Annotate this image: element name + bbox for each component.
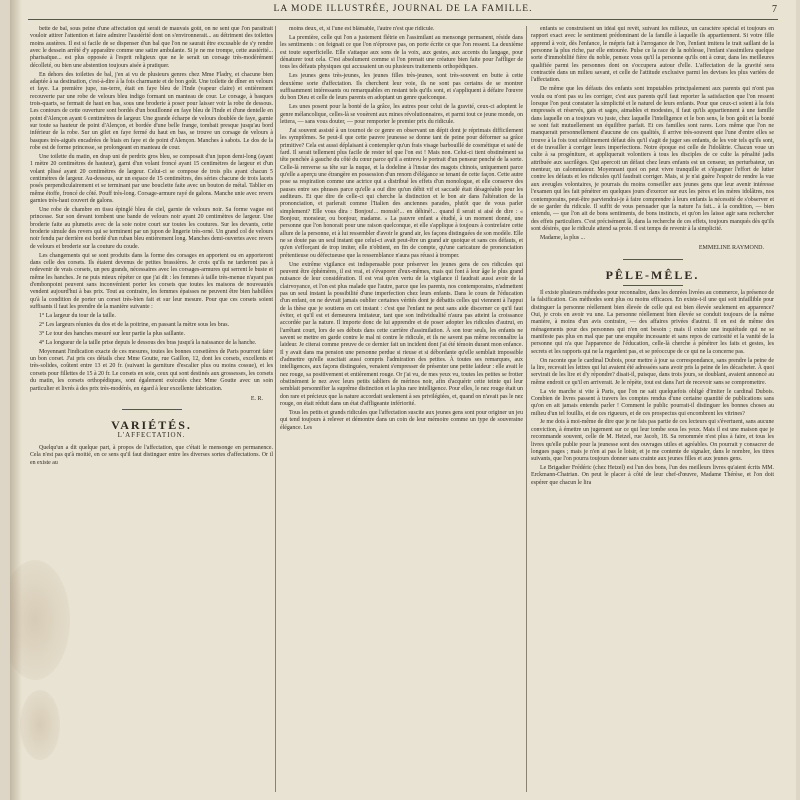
paragraph: La vie marche si vite à Paris, que l'on ne sait quelquefois obligé d'imiter le cardinal Dubois. Combien de livres passent à travers les comptes rendus d'une certaine quantité de publications sans qu'on en ait jamais entendu parler ! Comment le public pourrait-il distinguer les bonnes choses au milieu d'un tel fouillis, et de ces rigueurs, et de ces prospectus qui encombrent les vitrines? [531, 388, 774, 417]
list-item: 4° La longueur de la taille prise depuis le dessous des bras jusqu'à la naissance de la hanche. [39, 339, 257, 346]
fashion-article [30, 26, 273, 393]
paragraph: Quelqu'un a dit quelque part, à propos de l'affectation, que c'était le mensonge en permanence. Cela n'est pas qu'à moitié, en ce sens qu'il faut distinguer entre les diverses sortes d'affectations. Or il en existe au [30, 444, 273, 466]
section-rule [623, 259, 683, 260]
paragraph: Une robe de chambre en tissu épinglé bleu de ciel, garnie de velours noir. Sa forme vague est princesse. Sur son devant tombent une bande de velours noir ayant 20 centimètres de largeur. Une broderie faite au plumetis avec de la soie noire court sur toutes les coutures. Sur les devants, cette broderie simule des revers qui se terminent par un jupon de lingerie très-orné. Un grand col de velours noir fendu par derrière est bordé d'un ruban bleu entièrement long. Manches demi-ouvertes avec revers de velours et broderie sur la couture du coude. [30, 207, 273, 250]
list-item: 3° Le tour des hanches mesuré sur leur partie la plus saillante. [39, 330, 185, 337]
section-subtitle: L'AFFECTATION. [117, 430, 186, 439]
newspaper-page [10, 0, 796, 800]
running-title: LA MODE ILLUSTRÉE, JOURNAL DE LA FAMILLE. [273, 4, 533, 14]
paragraph: On raconte que le cardinal Dubois, pour mettre à jour sa correspondance, sans prendre la peine de la lire, recevait les lettres qui lui avaient été adressées sans avoir pris la peine de les décacheter. À quoi servirait de les lire et d'y répondre? disait-il, puisque, dans trois jours, se doublant, avaient annoncé au même endroit ce qu'il en arriverait. Je le répète, tout est dans l'art de recevoir sans se compromettre. [531, 357, 774, 386]
column-3 [531, 26, 774, 794]
article-signature: E. R. [250, 395, 263, 402]
column-divider [275, 26, 276, 792]
list-item: 1° La largeur du tour de la taille. [39, 313, 116, 320]
paragraph: En dehors des toilettes de bal, j'en ai vu de plusieurs genres chez Mme Fladry, et chacune bien adaptée à sa destination, c'est-à-dire à la fois charmante et de bon goût. Une toilette de dîner en velours et faye. La première jupe, ras-terre, était en faye bleu de l'Inde (vapeur claire) et entièrement recouverte par une robe de velours bleu indigo formant un manteau de cour. Le corsage, à basques trois-quarts, se fermait de haut en bas, sous une broderie à poser pour laisser voir la robe de dessous. Les contours de cette ouverture sont bordés d'un bouillonné en faye bleu de l'Inde et d'une dentelle en point d'Alençon ayant 6 centimètres de largeur. Une grande écharpe de velours doublée de faye, garnie sur toute sa hauteur de point d'Alençon, et bordée d'une belle frange, tombait presque jusqu'au bord inférieur de la robe. Sur un gilet en faye fermé du haut en bas, se trouve un corsage de velours à basques très-aiguës encadrées de biais en faye et de point d'Alençon. Manches à sabots. Le dos de la robe est de forme princesse, se prolongeant en manteau de cour. [30, 71, 273, 152]
paragraph: moins deux, et, si l'une est blâmable, l'autre n'est que ridicule. [289, 26, 435, 32]
paragraph: Une extrême vigilance est indispensable pour préserver les jeunes gens de ces ridicules qui peuvent être éphémères, il est vrai, et s'évaporer d'eux-mêmes, mais qui font à leur âge le plus grand nuisance de leur considération. Il est vrai qu'en vertu de la vigilance il faudrait aussi avoir de la clairvoyance, et l'on est plus malade que l'autre, parce que les parents, nos contemporains, n'admettent pas un seul instant la possibilité d'une imperfection chez leurs enfants. Dans le cours de l'éducation d'un enfant, on ne devrait jamais oublier certaines vérités dont je débattis celles qui viennent à l'appui de la thèse que je soutiens en cet instant : c'est que l'enfant ne peut sans aide discerner ce qu'il faut éviter, et qu'il est et demeurera imitateur, tant que son individualité n'aura pas atteint la croissance accordée par la nature. Il importe donc de lui apprendre et de poser adopter les ridicules d'autrui, en l'arrêtant court, lors de ses débuts dans cette carrière d'assimilation. À son tour seuls, les enfants ne savent se mettre en garde contre le mal ni contre le ridicule, et ils ne savent pas même reconnaître la laideur. Je citerai comme preuve de ce dernier fait un incident dont j'ai été témoin durant mon enfance. Il y avait dans ma pension une personne perdue si rieuse et si débordante qu'elle semblait impossible d'admettre qu'elle suscitait aussi compris l'admiration des petites. À toutes ses remarques, aux intelligences, aux façons distinguées, venaient s'empresser de présenter une petite laideur : elle avait le nez rouge, sa positivement et entièrement rouge. Or j'ai vu, de mes yeux vu, toutes les petites se frotter obstinément le nez avec leurs petits tabliers de mérinos noir, afin d'acquérir cette teinte qui leur semblait personnifier la suprême distinction et la plus rare intelligence. Pour elles, le nez rouge était un don rare et précieux que la nature accordait seulement à ses privilégiées, et, quand on n'avait pas le nez rouge, on était réduit dans un état d'affligeante infériorité. [280, 261, 523, 408]
paragraph: Les jeunes gens très-jeunes, les jeunes filles très-jeunes, sont très-souvent en butte à cette deuxième sorte d'affectation. Ils cherchent leur voie, ils ne sont pas certains de se montrer suffisamment intéressants ou remarquables en restant tels qu'ils sont, et s'appliquent à défaire l'œuvre du bon Dieu et celle de leurs parents en adoptant un genre quelconque. [280, 73, 523, 102]
column-1 [30, 26, 273, 794]
header-rule [28, 19, 778, 20]
paragraph: bette de bal, sous peine d'une affectation qui serait de mauvais goût, on ne sent que l'on paraîtrait vouloir attirer l'attention et faire admirer l'austérité dont on s'environnerait... au détriment des toilettes moins austères. Il est si facile de se dispenser d'un bal que l'on ne saurait être excusable de s'y rendre avec le dessein arrêté d'y apparaître comme une satire ambulante. Si je ne me trompe, cette austérité... pharisaïque... est plus opposée à l'esprit religieux que ne le serait un corsage très-modérément décolleté, ou bien une abstention toujours aisée à pratiquer. [30, 26, 273, 69]
section-rule [623, 285, 683, 286]
column-2 [280, 26, 523, 794]
paragraph: Moyennant l'indication exacte de ces mesures, toutes les bonnes corsetières de Paris pourront faire un bon corset. J'ai pris ces détails chez Mme Goutte, rue Gaillon, 12, dont les corsets, excellents et très-solides, coûtent entre 13 et 20 fr. (suivant la garniture d'escalier plus ou moins cossue), et les corsets pour fillettes de 15 à 20 fr. Le corsets en soie, ceux qui sont destinés aux grossesses, les corsets du matin, les corsets orthopédiques, sont également exécutés chez Mme Goutte avec un soin particulier et livrés à des prix très-modérés, en égard à leur excellente fabrication. [30, 348, 273, 392]
page-number: 7 [772, 4, 778, 15]
section-rule [122, 409, 182, 410]
section-title: VARIÉTÉS. [111, 418, 192, 433]
section-title: PÊLE-MÊLE. [605, 267, 700, 282]
paragraph: De même que les défauts des enfants sont imputables principalement aux parents qui n'ont pas voulu ou n'ont pas su les corriger, c'est aux parents qu'il faut reporter la satisfaction que l'on ressent lorsque l'on peut constater la simplicité et le naturel de leurs enfants. Pour que ceux-ci soient à la fois empressés et réservés, gais et sages, aimables et modestes, il faut qu'ils appartiennent à une famille dans laquelle on a toujours vu juste, chez laquelle l'intelligence et le bon sens, le bon goût et la bonté se sont fait mutuellement un équilibre parfait. Et ces familles sont rares. Lors même que l'on ne manquerait personnellement d'aucune de ces qualités, il arrive très-souvent que l'une d'entre elles se trouve à la fois tout sublimement défaut dès qu'il s'agit de juger ses enfants, de les voir tels qu'ils sont, et de travailler à corriger leurs imperfections. Notre époque est celle de l'idolâtrie. Chacun voue un culte à sa progéniture, et appliquerait volontiers à tous les disciples de ce culte la pénalité jadis attribuée aux sacrilèges. Qui apercoit un défaut chez leurs enfants est un censeur, un perturbateur, un menteur, un calomniateur. Moyennant quoi on peut vivre tranquille et s'épargner l'effort de lutter contre les défauts et les ridicules qu'il faudrait corriger. Mais, si je n'ai guère l'espoir de rendre la vue aux aveugles volontaires, je pourrais du moins conseiller aux jeunes gens que leur avenir intéresse l'examen qui les fait pénétrer en quelques jours d'exercer sur eux les pères et les mères idolâtres, nos contemporains, peut-être parviendrai-je à faire comprendre à leurs enfants la nécessité de s'observer et de se garder du ridicule. Il suffit de vous persuader que la nature l'a fait... à la condition, — bien entendu, — que l'on ait de bons sentiments, de bons instincts, et qu'on les laisse agir sans rechercher des effets particuliers. C'est précisément là, dans la recherche de ces effets, toujours manqués dès qu'ils sont désirés, que le ridicule attend sa proie. Il est temps de revenir à la simplicité. [531, 86, 774, 232]
paragraph: Les changements qui se sont produits dans la forme des corsages en apportent ou en apporteront dans celle des corsets. Ils étaient devenus de petites brassières. Je crois qu'ils ne tarderont pas à redevenir de vrais corsets, un peu grands, nécessaires avec les corsages-armures qui serrent le buste et même les hanches. Je ne puis mieux répéter ce que j'ai dit : les femmes à taille très-menue n'ayant pas d'embonpoint peuvent sans inconvénient porter les corsets que toutes les maisons de nouveautés vendent aujourd'hui à bas prix. Tout au contraire, les femmes épaisses ne peuvent être bien habillées qu'à la condition de porter un corset très-bien fait et sur leur mesure. Pour que ces corsets soient suffisants il faut les prendre de la manière suivante : [30, 252, 273, 311]
list-item: 2° Les largeurs réunies du dos et de la poitrine, en passant la mètre sous les bras. [39, 321, 230, 328]
paragraph: Une toilette du matin, en drap uni de perdrix gros bleu, se composait d'un jupon demi-long (ayant 1 mètre 20 centimètres de hauteur), garni d'un volant froncé ayant 15 centimètres de largeur et d'un volant plissé ayant 20 centimètres de largeur. Celui-ci se compose de trois plis ayant chacun 5 centimètres de largeur. Au-dessous, sur un espace de 15 centimètres, des séries chacune de trois lacets posés perpendiculairement et se terminant par une bouclette faite avec un bouton de métal. Tablier en même étoffe, froncé de côté. Pouff très-long. Corsage-armure rayé de galons. Manche unie avec revers garnies très-haut couvert de galons. [30, 154, 273, 205]
paragraph: Les unes posent pour la bonté de la grâce, les autres pour celui de la gravité, ceux-ci adoptent le genre mélancolique, celles-là se vouèrent aux mines révolutionnaires, et parmi tout ce jeune monde, on lettera, — sans vous douter, — pour remporter le premier prix du ridicule. [280, 104, 523, 125]
article-signature: EMMELINE RAYMOND. [698, 245, 764, 252]
paragraph: Il existe plusieurs méthodes pour reconnaître, dans les denrées livrées au commerce, la présence de la falsification. Ces méthodes sont plus ou moins efficaces. En existe-t-il une qui soit infaillible pour distinguer la personne réellement bien élevée de celle qui est bien élevée seulement en apparence? Oui, je crois en avoir vu une. La personne réellement bien élevée se conduit toujours de la même manière, à moins d'un avis contraire, — des affaires privées d'autrui. Il en est de même des ménagements pour des personnes qui n'en ont besoin ; mais il existe une inquiétude qui ne se manifeste pas plus en mal que par une enquête incessante et sans repos de curiosité et la vanité de la personne qui n'a que l'apparence de l'éducation, celle-là cherche à pénétrer les faits et gestes, les secrets et les rapports qui ne la regardent pas, et se préoccupe de ce qui ne la concerne pas. [531, 289, 774, 355]
paragraph: Madame, la plus ... [540, 234, 585, 241]
paragraph: Tous les petits et grands ridicules que l'affectation suscite aux jeunes gens sont pour originer un jeu qui tend toujours à relever et démontre dans un coin de leur mémoire comme un type de souveraine élégance. Les [280, 410, 523, 431]
paragraph: J'ai souvent assisté à un tournoi de ce genre en observant un dépit dont je réprimais difficilement les symptômes. Se peut-il que cette pauvre jeunesse se donne tant de peine pour déformer sa grâce primitive? Cela est aussi déplaisant à contempler qu'un frais visage barbouillé de cosmétique et saté de fard. Il serait tellement plus facile de rester tel que l'on est ! Mais non. Celui-ci tient obstinément sa tête penchée à gauche du côté du cœur parce qu'il a entrevu le portrait d'un penseur penché de la sorte. Celle-là renverse sa tête sur la nuque, et la dodeline à l'instar des magots chinois, uniquement parce qu'elle a aperçu une étrangère en possession d'un renom d'élégance se tenant de cette façon. Cette autre pose sa respiration comme une actrice qui a distribué les effets d'un monologue, et elle conserve des pauses entre ses phrases parce qu'elle a ouï dire qu'un débit vif et saccadé était désagréable pour les auditeurs. Et que dire de celle-ci qui cherche la distinction et le bon air dans l'altération de la prononciation, et parlerait comme l'Italien des anciennes parades, plutôt que de vous parler simplement? Elle vous dira : Bonjou!... monsié!... en déhiné!... quand il serait si aisé de dire : « Bonjour, monsieur, ou bonjour, madame. » La pauvre enfant a étudié, à un moment donné, une personne que l'on honorait pour une raison quelconque, et elle s'applique à toujours à contrefaire cette allure de la personne, et à lui ressembler d'avoir le grand air, les façons distinguées de son modèle. Elle ne se doute pas un seul instant que celui-ci avait peut-être un grand air quoique et sans ces défauts, et qu'en s'efforçant de trop imiter, elle n'obtient, en fin de compte, qu'une caricature de prononciation prétentieuse ou défectueuse que la ressemblance n'aura pas réussi à tromper. [280, 127, 523, 259]
paragraph: Le Brigadier Frédéric (chez Hetzel) est l'un des bons, l'un des meilleurs livres qu'aient écrits MM. Erckmann-Chatrian. On peut le placer à côté de leur chef-d'œuvre, Madame Thérèse, et l'on doit espérer que chacun le lira [531, 465, 774, 486]
column-divider [526, 26, 527, 792]
paragraph: enfants se construisent un idéal qui revêt, suivant les milieux, un caractère spécial et toujours en rapport exact avec le sentiment prédominant de la famille à laquelle ils appartiennent. Si votre fille apprend à voir, dès l'enfance, le mépris fait à l'arrogance de l'on, l'enfant imitera le trait saillant de la personne la plus riche, par elle entourée. Pulse ce la race de la noblesse, l'enfant s'assimilera quelque sorte d'immobilité fière du noble, pensez vous qu'il la personne qu'ils ont à cœur, dans les meilleures qualifiée parmi les personnes dont on s'occupera autour d'elle. L'affectation de la gravité sera contractée dans un milieu savant, et celle de l'attitude exclusive parmi les devises les plus variées de l'affectation. [531, 26, 774, 84]
paragraph: Je me dois à moi-même de dire que je ne fais pas partie de ces lecteurs qui s'évertuent, sans aucune conviction, à émettre un jugement sur ce qui leur tombe sous les yeux. Mais il est une maison que je recommande souvent, celle de M. Hetzel, rue Jacob, 18. Sa renommée n'est plus à faire, et tous les livres qu'elle publie pour la jeunesse sont des ouvrages utiles et agréables. On pourrait y consacrer de longues pages ; mais je n'en ai pas le loisir, et je me contente de signaler, dans le nombre, les titres suivants, que l'on pourra toujours donner sans crainte aux jeunes filles et aux jeunes gens. [531, 419, 774, 463]
paragraph: La première, celle qui l'on a justement flétrie en l'assimilant au mensonge permanent, réside dans les sentiments : on feignait ce que l'on n'éprouve pas, on porte écrite ce que l'on ressent. La deuxième est toute superficielle. Elle s'attaque aux sons de la voix, aux gestes, aux accents du langage, pour dénaturer tout cela. C'est absolument comme si l'on prenait une créature bien faite pour l'affliger de tous les défauts physiques qui accusaient un ou plusieurs traitements orthopédiques. [280, 34, 523, 71]
